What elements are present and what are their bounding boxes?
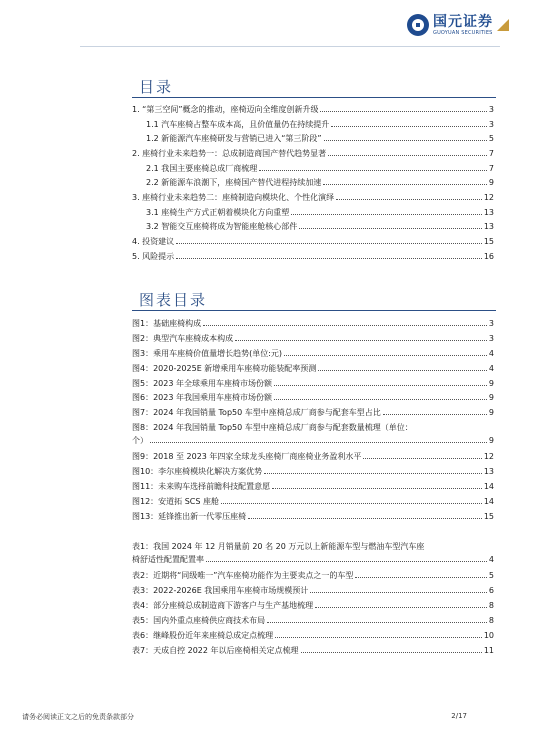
- entry-page: 12: [483, 193, 494, 202]
- toc-entry[interactable]: [146, 119, 494, 130]
- entry-title: 表5：国内外重点座椅供应商技术布局: [132, 616, 266, 625]
- entry-page: 5: [488, 571, 494, 580]
- entry-page: 16: [483, 252, 494, 261]
- toc-entry[interactable]: [132, 496, 494, 507]
- logo-icon: [407, 14, 429, 36]
- toc-entry[interactable]: [132, 251, 494, 262]
- toc-entry[interactable]: [132, 435, 494, 446]
- toc-entry[interactable]: [146, 133, 494, 144]
- entry-page: 7: [488, 149, 494, 158]
- entry-page: 3: [488, 120, 494, 129]
- entry-title: 1. “第三空间”概念的推动，座椅迈向全维度创新升级: [132, 105, 319, 114]
- dot-leader: [274, 399, 487, 400]
- toc-entry[interactable]: [132, 585, 494, 596]
- toc-entry[interactable]: [132, 600, 494, 611]
- dot-leader: [328, 155, 487, 156]
- toc-entry[interactable]: [146, 177, 494, 188]
- dot-leader: [272, 488, 482, 489]
- dot-leader: [150, 442, 487, 443]
- toc-entry[interactable]: [146, 207, 494, 218]
- toc-entry[interactable]: [132, 645, 494, 656]
- entry-page: 4: [488, 364, 494, 373]
- toc-entry[interactable]: [132, 570, 494, 581]
- entry-page: 8: [488, 601, 494, 610]
- entry-title: 图1：基础座椅构成: [132, 319, 202, 328]
- toc-entry[interactable]: [132, 466, 494, 477]
- entry-title: 4. 投资建议: [132, 237, 175, 246]
- entry-page: 10: [483, 631, 494, 640]
- dot-leader: [206, 561, 487, 562]
- entry-page: 3: [488, 319, 494, 328]
- dot-leader: [259, 170, 487, 171]
- entry-page: 9: [488, 408, 494, 417]
- dot-leader: [299, 228, 482, 229]
- entry-title: 5. 风险提示: [132, 252, 175, 261]
- entry-title: 图2：典型汽车座椅成本构成: [132, 334, 234, 343]
- header-divider: [80, 46, 500, 47]
- dot-leader: [176, 243, 482, 244]
- entry-page: 12: [483, 452, 494, 461]
- toc-entry[interactable]: [132, 378, 494, 389]
- dot-leader: [324, 140, 487, 141]
- dot-leader: [315, 607, 487, 608]
- entry-title: 1.2 新能源汽车座椅研发与营销已进入“第三阶段”: [146, 134, 322, 143]
- dot-leader: [275, 637, 482, 638]
- dot-leader: [310, 592, 487, 593]
- footer-disclaimer: 请务必阅读正文之后的免责条款部分: [22, 713, 134, 721]
- logo-accent-icon: [497, 19, 509, 31]
- toc-entry[interactable]: [146, 163, 494, 174]
- logo-name-cn: 国元证券: [433, 13, 493, 30]
- toc-entry[interactable]: 表1：我国 2024 年 12 月销量前 20 名 20 万元以上新能源车型与燃油车型汽车座: [132, 542, 425, 551]
- entry-title: 3.1 座椅生产方式正朝着模块化方向重塑: [146, 208, 290, 217]
- entry-title: 图4：2020-2025E 新增乘用车座椅功能装配率预测: [132, 364, 317, 373]
- entry-title: 图7：2024 年我国销量 Top50 车型中座椅总成厂商参与配套车型占比: [132, 408, 381, 417]
- entry-page: 11: [483, 646, 494, 655]
- toc-entry[interactable]: [132, 511, 494, 522]
- dot-leader: [331, 126, 487, 127]
- entry-page: 6: [488, 586, 494, 595]
- toc-entry[interactable]: [132, 481, 494, 492]
- entry-page: 13: [483, 208, 494, 217]
- dot-leader: [336, 199, 482, 200]
- toc-entry[interactable]: [132, 392, 494, 403]
- entry-page: 8: [488, 616, 494, 625]
- entry-title: 图5：2023 年全球乘用车座椅市场份额: [132, 379, 272, 388]
- dot-leader: [267, 622, 487, 623]
- dot-leader: [235, 340, 487, 341]
- toc-entry[interactable]: [132, 318, 494, 329]
- dot-leader: [274, 385, 487, 386]
- entry-title: 表6：继峰股份近年来座椅总成定点梳理: [132, 631, 274, 640]
- footer-page-number: 2/17: [451, 712, 467, 720]
- dot-leader: [363, 458, 481, 459]
- toc-entry[interactable]: 图8：2024 年我国销量 Top50 车型中座椅总成厂商参与配套数量梳理（单位：: [132, 423, 413, 432]
- toc-entry[interactable]: [132, 348, 494, 359]
- entry-page: 9: [488, 393, 494, 402]
- entry-title: 图9：2018 至 2023 年四家全球龙头座椅厂商座椅业务盈利水平: [132, 452, 362, 461]
- entry-page: 15: [483, 512, 494, 521]
- logo-name-en: GUOYUAN SECURITIES: [433, 29, 493, 36]
- dot-leader: [355, 577, 487, 578]
- entry-title: 表3：2022-2026E 我国乘用车座椅市场规模预计: [132, 586, 309, 595]
- toc-entry[interactable]: [146, 221, 494, 232]
- entry-page: 7: [488, 164, 494, 173]
- page-header: [0, 0, 539, 52]
- dot-leader: [301, 652, 482, 653]
- entry-page: 9: [488, 379, 494, 388]
- toc-entry[interactable]: [132, 192, 494, 203]
- toc-entry[interactable]: [132, 615, 494, 626]
- toc-title: 目录: [139, 78, 174, 96]
- entry-title: 表2：近期将“同级唯一”汽车座椅功能作为主要卖点之一的车型: [132, 571, 354, 580]
- toc-entry[interactable]: [132, 630, 494, 641]
- entry-title: 图13：延锋推出新一代零压座椅: [132, 512, 247, 521]
- entry-title: 表4：部分座椅总成制造商下游客户与生产基地梳理: [132, 601, 314, 610]
- dot-leader: [221, 503, 482, 504]
- dot-leader: [248, 518, 482, 519]
- dot-leader: [264, 473, 482, 474]
- entry-title: 表7：天成自控 2022 年以后座椅相关定点梳理: [132, 646, 299, 655]
- entry-page: 15: [483, 237, 494, 246]
- toc-entry[interactable]: [132, 148, 494, 159]
- toc-entry[interactable]: [132, 333, 494, 344]
- entry-title: 2.2 新能源车浪潮下，座椅国产替代进程持续加速: [146, 178, 322, 187]
- entry-title: 2. 座椅行业未来趋势一：总成制造商国产替代趋势显著: [132, 149, 327, 158]
- figures-title: 图表目录: [139, 291, 208, 309]
- dot-leader: [323, 184, 487, 185]
- entry-page: 13: [483, 467, 494, 476]
- toc-entry[interactable]: [132, 104, 494, 115]
- entry-title: 图11：未来购车选择前瞻科技配置意愿: [132, 482, 271, 491]
- entry-page: 9: [488, 436, 494, 445]
- entry-title-continuation: 个）: [132, 436, 148, 445]
- entry-page: 9: [488, 178, 494, 187]
- dot-leader: [203, 325, 487, 326]
- entry-title: 图6：2023 年我国乘用车座椅市场份额: [132, 393, 272, 402]
- entry-title: 2.1 我国主要座椅总成厂商梳理: [146, 164, 258, 173]
- entry-title: 1.1 汽车座椅占整车成本高，且价值量仍在持续提升: [146, 120, 330, 129]
- entry-page: 14: [483, 482, 494, 491]
- dot-leader: [320, 111, 486, 112]
- entry-title: 图12：安道拓 SCS 座舱: [132, 497, 220, 506]
- entry-title: 3.2 智能交互座椅将成为智能座舱核心部件: [146, 222, 298, 231]
- figures-title-rule: [132, 310, 496, 311]
- entry-page: 5: [488, 134, 494, 143]
- company-logo: [407, 14, 509, 36]
- entry-page: 3: [488, 105, 494, 114]
- toc-entry[interactable]: [132, 363, 494, 374]
- dot-leader: [291, 214, 482, 215]
- entry-title-continuation: 椅舒适性配置配置率: [132, 555, 204, 564]
- entry-title: 图3：乘用车座椅价值量增长趋势(单位:元): [132, 349, 283, 358]
- entry-title: 3. 座椅行业未来趋势二：座椅制造向模块化、个性化演绎: [132, 193, 335, 202]
- entry-page: 3: [488, 334, 494, 343]
- toc-entry[interactable]: [132, 451, 494, 462]
- entry-page: 13: [483, 222, 494, 231]
- toc-title-rule: [132, 97, 496, 98]
- toc-entry[interactable]: [132, 236, 494, 247]
- dot-leader: [284, 355, 487, 356]
- entry-title: 图10：李尔座椅模块化解决方案优势: [132, 467, 263, 476]
- entry-page: 14: [483, 497, 494, 506]
- entry-page: 4: [488, 349, 494, 358]
- dot-leader: [318, 370, 487, 371]
- entry-page: 4: [488, 555, 494, 564]
- dot-leader: [383, 414, 487, 415]
- toc-entry[interactable]: [132, 407, 494, 418]
- dot-leader: [176, 258, 482, 259]
- toc-entry[interactable]: [132, 554, 494, 565]
